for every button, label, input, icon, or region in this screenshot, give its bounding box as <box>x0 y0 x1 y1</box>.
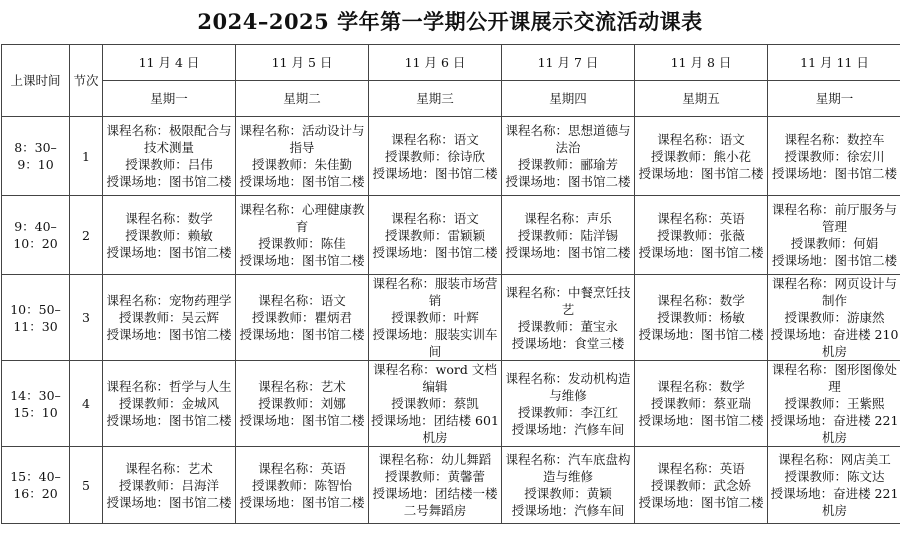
time-cell <box>2 196 70 275</box>
course-line: 课程名称：网店美工 <box>778 452 891 467</box>
course-line: 授课教师：熊小花 <box>650 148 751 164</box>
course-cell <box>103 275 236 361</box>
course-line: 授课教师：陈文达 <box>784 469 885 484</box>
course-cell <box>635 196 768 275</box>
course-line: 课程名称：英语 <box>258 460 346 476</box>
header-date-cell: 11 月 11 日 <box>768 45 900 81</box>
course-line: 授课场地：服装实训车间 <box>372 327 498 359</box>
course-line: 授课教师：刘娜 <box>258 396 346 411</box>
time-line: 15：10 <box>13 404 58 420</box>
course-line: 课程名称：数学 <box>657 379 745 394</box>
course-line: 授课场地：图书馆二楼 <box>106 174 232 189</box>
course-line: 制作 <box>821 293 847 308</box>
header-date-cell: 11 月 4 日 <box>103 45 236 81</box>
course-line: 授课教师：张薇 <box>657 227 745 243</box>
course-line: 授课场地：图书馆二楼 <box>106 494 232 510</box>
course-line: 课程名称：活动设计与 <box>239 123 365 138</box>
course-line: 授课场地：汽修车间 <box>511 503 625 518</box>
course-line: 课程名称：语文 <box>657 131 745 147</box>
time-line: 9：40– <box>14 219 57 234</box>
course-line: 授课教师：杨敏 <box>657 310 745 325</box>
header-weekday-row <box>2 81 900 117</box>
course-line: 授课教师：黄颖 <box>524 486 612 501</box>
course-line: 课程名称：发动机构造 <box>505 370 631 386</box>
course-line: 授课教师：吕伟 <box>125 157 213 172</box>
course-line: 课程名称：宠物药理学 <box>106 293 232 308</box>
course-line: 授课教师：郦瑜芳 <box>517 157 618 172</box>
course-line: 授课教师：吕海洋 <box>118 477 219 493</box>
course-cell <box>369 447 502 524</box>
header-weekday-cell: 星期一 <box>768 81 900 117</box>
course-line: 与维修 <box>549 387 587 403</box>
schedule-row <box>2 447 900 524</box>
section-index-cell: 3 <box>70 275 103 361</box>
time-cell <box>2 275 70 361</box>
course-cell <box>369 196 502 275</box>
course-cell <box>369 361 502 447</box>
header-weekday-cell: 星期一 <box>103 81 236 117</box>
course-cell <box>635 275 768 361</box>
course-line: 授课教师：蔡凯 <box>391 396 479 411</box>
header-weekday-cell: 星期二 <box>236 81 369 117</box>
schedule-row <box>2 196 900 275</box>
course-line: 法治 <box>555 140 581 155</box>
course-line: 授课场地：图书馆二楼 <box>505 244 631 260</box>
course-cell <box>635 117 768 196</box>
time-line: 10：50– <box>10 301 61 317</box>
header-date-cell: 11 月 5 日 <box>236 45 369 81</box>
course-line: 授课场地：图书馆二楼 <box>239 327 365 342</box>
course-line: 课程名称：思想道德与 <box>505 123 631 138</box>
course-line: 授课场地：奋进楼 221 <box>770 413 899 428</box>
time-line: 15：40– <box>10 469 61 484</box>
course-line: 授课场地：图书馆二楼 <box>106 244 232 260</box>
course-line: 管理 <box>821 219 847 234</box>
header-weekday-cell: 星期四 <box>502 81 635 117</box>
course-line: 授课教师：朱佳勤 <box>251 157 352 172</box>
course-line: 授课场地：汽修车间 <box>511 421 625 437</box>
time-line: 9：10 <box>17 157 54 172</box>
course-line: 课程名称：语文 <box>391 210 479 226</box>
course-line: 课程名称：艺术 <box>125 460 213 476</box>
course-line: 课程名称：幼儿舞蹈 <box>378 452 492 467</box>
course-cell <box>502 196 635 275</box>
time-cell <box>2 361 70 447</box>
course-line: 课程名称：word 文档 <box>373 362 497 377</box>
course-line: 二号舞蹈房 <box>403 503 467 518</box>
course-line: 授课教师：陆洋锡 <box>517 227 618 243</box>
course-line: 授课场地：图书馆二楼 <box>638 327 764 342</box>
time-line: 10：20 <box>13 236 58 251</box>
course-line: 授课教师：王紫熙 <box>784 396 885 411</box>
schedule-row <box>2 361 900 447</box>
course-line: 销 <box>428 293 442 308</box>
course-line: 课程名称：前厅服务与 <box>771 202 897 217</box>
course-line: 课程名称：英语 <box>657 460 745 476</box>
course-line: 课程名称：图形图像处 <box>771 362 897 377</box>
course-line: 艺 <box>561 301 575 317</box>
course-line: 造与维修 <box>542 469 593 484</box>
course-line: 课程名称：数学 <box>657 293 745 308</box>
course-line: 授课场地：奋进楼 210 <box>770 327 899 342</box>
course-cell <box>103 196 236 275</box>
time-line: 16：20 <box>13 486 58 501</box>
course-line: 课程名称：网页设计与 <box>771 276 897 291</box>
course-cell <box>768 117 900 196</box>
course-line: 授课场地：图书馆二楼 <box>239 253 365 268</box>
course-cell <box>236 275 369 361</box>
course-line: 授课场地：图书馆二楼 <box>638 165 764 181</box>
course-line: 授课场地：图书馆二楼 <box>372 244 498 260</box>
course-line: 机房 <box>821 344 847 359</box>
course-cell <box>236 447 369 524</box>
course-line: 课程名称：哲学与人生 <box>106 379 232 394</box>
course-line: 课程名称：英语 <box>657 210 745 226</box>
course-line: 课程名称：数控车 <box>784 131 885 147</box>
course-line: 课程名称：语文 <box>258 293 346 308</box>
header-date-cell: 11 月 6 日 <box>369 45 502 81</box>
course-line: 授课教师：李江红 <box>517 404 618 420</box>
header-section-cell <box>70 45 103 117</box>
course-line: 授课场地：图书馆二楼 <box>771 165 897 181</box>
course-cell <box>236 361 369 447</box>
course-line: 授课场地：图书馆二楼 <box>638 494 764 510</box>
header-weekday-cell: 星期五 <box>635 81 768 117</box>
course-line: 课程名称：声乐 <box>524 210 612 226</box>
section-index-cell: 5 <box>70 447 103 524</box>
course-line: 授课场地：图书馆二楼 <box>771 253 897 268</box>
course-line: 授课教师：黄馨蕾 <box>384 469 485 484</box>
course-line: 授课教师：徐诗欣 <box>384 148 485 164</box>
course-line: 课程名称：汽车底盘构 <box>505 452 631 467</box>
section-index-cell: 2 <box>70 196 103 275</box>
course-cell <box>635 447 768 524</box>
course-line: 指导 <box>289 140 315 155</box>
course-cell <box>502 275 635 361</box>
header-section-label: 节次 <box>73 73 99 88</box>
course-line: 课程名称：艺术 <box>258 379 346 394</box>
course-cell <box>502 361 635 447</box>
section-index-cell: 4 <box>70 361 103 447</box>
course-cell <box>369 275 502 361</box>
course-line: 机房 <box>821 503 847 518</box>
course-cell <box>103 447 236 524</box>
course-line: 授课场地：图书馆二楼 <box>106 413 232 428</box>
course-line: 授课场地：图书馆二楼 <box>239 174 365 189</box>
course-cell <box>236 196 369 275</box>
header-date-row <box>2 45 900 81</box>
course-line: 授课教师：陈佳 <box>258 236 346 251</box>
course-line: 授课教师：吴云辉 <box>118 310 219 325</box>
course-line: 授课场地：团结楼 601 <box>371 413 499 428</box>
course-line: 课程名称：数学 <box>125 210 213 226</box>
course-line: 编辑 <box>422 379 448 394</box>
course-line: 授课教师：雷颖颖 <box>384 227 485 243</box>
header-date-cell: 11 月 8 日 <box>635 45 768 81</box>
course-line: 授课教师：金城风 <box>118 396 219 411</box>
header-date-cell: 11 月 7 日 <box>502 45 635 81</box>
course-line: 理 <box>828 379 841 394</box>
course-cell <box>768 447 900 524</box>
course-line: 授课教师：赖敏 <box>125 227 213 243</box>
course-line: 授课场地：图书馆二楼 <box>505 174 631 189</box>
course-line: 授课教师：董宝永 <box>517 318 618 334</box>
time-line: 14：30– <box>10 387 61 403</box>
course-line: 课程名称：中餐烹饪技 <box>505 284 631 300</box>
header-weekday-cell: 星期三 <box>369 81 502 117</box>
time-cell <box>2 447 70 524</box>
course-cell <box>768 275 900 361</box>
course-line: 机房 <box>821 430 847 445</box>
course-line: 授课教师：武念娇 <box>650 477 751 493</box>
course-cell <box>236 117 369 196</box>
course-line: 授课教师：蔡亚瑞 <box>650 396 751 411</box>
course-line: 授课场地：奋进楼 221 <box>770 486 899 501</box>
course-line: 课程名称：语文 <box>391 131 479 147</box>
section-index-cell: 1 <box>70 117 103 196</box>
course-line: 育 <box>295 219 309 234</box>
course-line: 授课教师：何娟 <box>790 236 879 251</box>
course-line: 授课场地：图书馆二楼 <box>638 413 764 428</box>
course-line: 授课教师：叶辉 <box>391 310 479 325</box>
course-cell <box>502 447 635 524</box>
course-line: 技术测量 <box>143 140 194 155</box>
course-cell <box>502 117 635 196</box>
time-line: 11：30 <box>13 318 58 334</box>
time-cell <box>2 117 70 196</box>
course-cell <box>369 117 502 196</box>
course-cell <box>768 196 900 275</box>
course-line: 授课场地：食堂三楼 <box>511 335 625 351</box>
time-line: 8：30– <box>14 140 57 155</box>
course-line: 课程名称：心理健康教 <box>239 202 365 217</box>
page-title: 2024–2025 学年第一学期公开课展示交流活动课表 <box>197 9 703 34</box>
course-line: 授课场地：图书馆二楼 <box>372 165 498 181</box>
schedule-table <box>1 44 900 524</box>
course-cell <box>768 361 900 447</box>
course-line: 课程名称：服装市场营 <box>372 276 498 291</box>
course-line: 授课场地：团结楼一楼 <box>372 486 498 501</box>
course-line: 授课场地：图书馆二楼 <box>239 413 365 428</box>
header-time-cell: 上课时间 <box>2 45 70 117</box>
course-cell <box>635 361 768 447</box>
course-line: 授课场地：图书馆二楼 <box>239 494 365 510</box>
course-line: 授课教师：瞿炳君 <box>251 310 352 325</box>
schedule-row <box>2 117 900 196</box>
course-line: 机房 <box>422 430 448 445</box>
course-line: 授课场地：图书馆二楼 <box>638 244 764 260</box>
course-cell <box>103 361 236 447</box>
course-line: 授课教师：游康然 <box>784 310 885 325</box>
course-line: 授课教师：陈智怡 <box>251 477 352 493</box>
course-line: 授课场地：图书馆二楼 <box>106 327 232 342</box>
schedule-row <box>2 275 900 361</box>
course-line: 授课教师：徐宏川 <box>784 148 885 164</box>
course-cell <box>103 117 236 196</box>
course-line: 课程名称：极限配合与 <box>106 123 232 138</box>
